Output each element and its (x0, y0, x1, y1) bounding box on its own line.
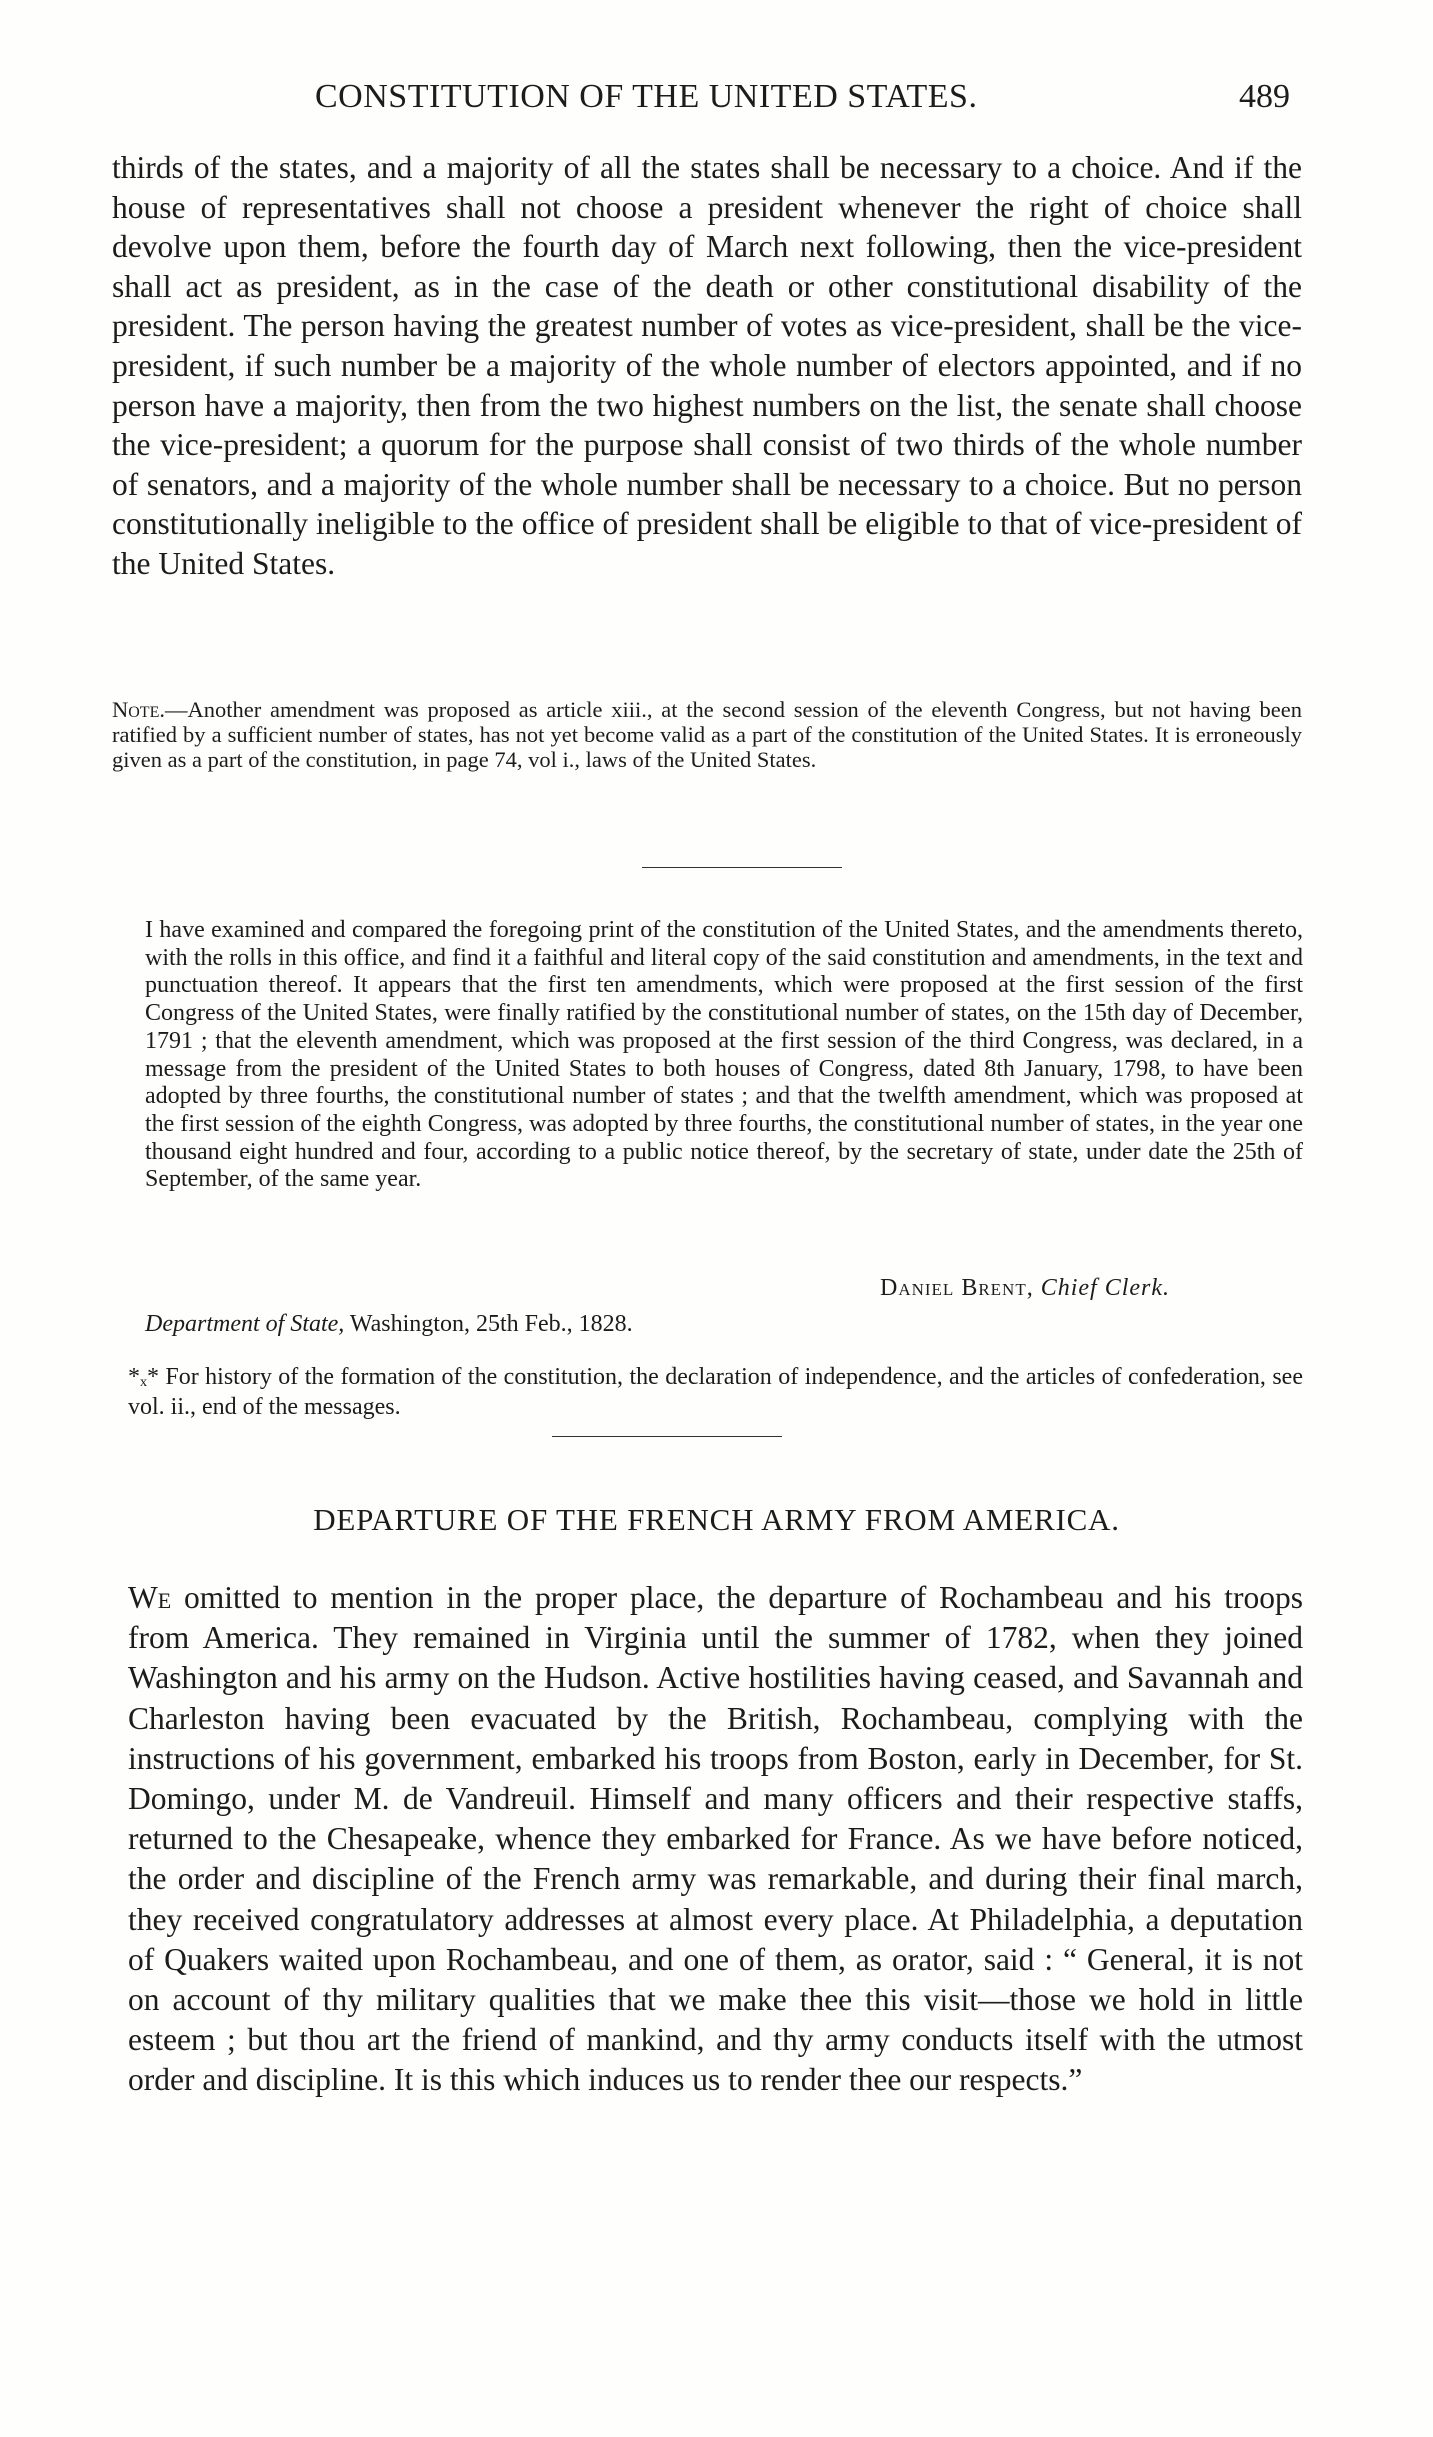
signer-title: Chief Clerk. (1040, 1275, 1171, 1301)
footnote (128, 1362, 1303, 1422)
note-label: Note. (112, 697, 165, 722)
continued-paragraph: thirds of the states, and a majority of all the states shall be necessary to a choice. And if the house of representatives shall not choose a president whenever the right of choice shall devolve upon them, before the fourth day of March next following, then the vice-president shall act as president, as in the case of the death or other constitutional disability of the president. The person having the greatest number of votes as vice-president, shall be the vice-president, if such number be a majority of the whole number of electors appointed, and if no person have a majority, then from the two highest numbers on the list, the senate shall choose the vice-president; a quorum for the purpose shall consist of two thirds of the whole number of senators, and a majority of the whole number shall be necessary to a choice. But no person constitutionally ineligible to the office of president shall be eligible to that of vice-president of the United States. (112, 150, 1302, 581)
dateline-place-date: Washington, 25th Feb., 1828. (344, 1311, 633, 1337)
lead-word: We (128, 1580, 172, 1615)
section-heading: DEPARTURE OF THE FRENCH ARMY FROM AMERICA. (313, 1502, 1120, 1537)
signer-name: Daniel Brent, (880, 1275, 1034, 1301)
section-divider (642, 867, 842, 868)
amendment-note (112, 697, 1302, 773)
section-divider (552, 1436, 782, 1437)
page-header (300, 78, 1290, 128)
page-number: 489 (1239, 78, 1290, 115)
signature-line (880, 1275, 1170, 1302)
departure-text: omitted to mention in the proper place, the departure of Rochambeau and his troops from America. They remained in Virginia until the summer of 1782, when they joined Washington and his army on the Hudson. Active hostilities having ceased, and Savannah and Charleston having been evacuated by the British, Rochambeau, complying with the instructions of his government, embarked his troops from Boston, early in December, for St. Domingo, under M. de Vandreuil. Himself and many officers and their respective staffs, returned to the Chesapeake, whence they embarked for France. As we have before noticed, the order and discipline of the French army was remarkable, and during their final march, they received congratulatory addresses at almost every place. At Philadelphia, a deputation of Quakers waited upon Rochambeau, and one of them, as orator, said : “ General, it is not on account of thy military qualities that we make thee this visit—those we hold in little esteem ; but thou art the friend of mankind, and thy army conducts itself with the utmost order and discipline. It is this which induces us to render thee our respects.” (128, 1580, 1303, 2098)
running-title: CONSTITUTION OF THE UNITED STATES. (315, 78, 978, 115)
departure-paragraph (128, 1578, 1303, 2101)
note-text: —Another amendment was proposed as article xiii., at the second session of the eleventh Congress, but not having been ratified by a sufficient number of states, has not yet become valid as a part of the constitution of the United States. It is erroneously given as a part of the constitution, in page 74, vol i., laws of the United States. (112, 697, 1302, 773)
certification-paragraph: I have examined and compared the foregoing print of the constitution of the United States, and the amendments thereto, with the rolls in this office, and find it a faithful and literal copy of the said constitution and amendments, in the text and punctuation thereof. It appears that the first ten amendments, which were proposed at the first session of the first Congress of the United States, were finally ratified by the constitutional number of states, on the 15th day of December, 1791 ; that the eleventh amendment, which was proposed at the first session of the third Congress, was declared, in a message from the president of the United States to both houses of Congress, dated 8th January, 1798, to have been adopted by three fourths, the constitutional number of states ; and that the twelfth amendment, which was proposed at the first session of the eighth Congress, was adopted by three fourths, the constitutional number of states, in the year one thousand eight hundred and four, according to a public notice thereof, by the secretary of state, under date the 25th of September, of the same year. (145, 917, 1303, 1193)
footnote-text: For history of the formation of the constitution, the declaration of independence, and the articles of confederation, see vol. ii., end of the messages. (128, 1364, 1303, 1420)
footnote-marker: *ₓ* (128, 1364, 159, 1390)
dateline (145, 1311, 633, 1338)
dateline-department: Department of State, (145, 1311, 345, 1337)
